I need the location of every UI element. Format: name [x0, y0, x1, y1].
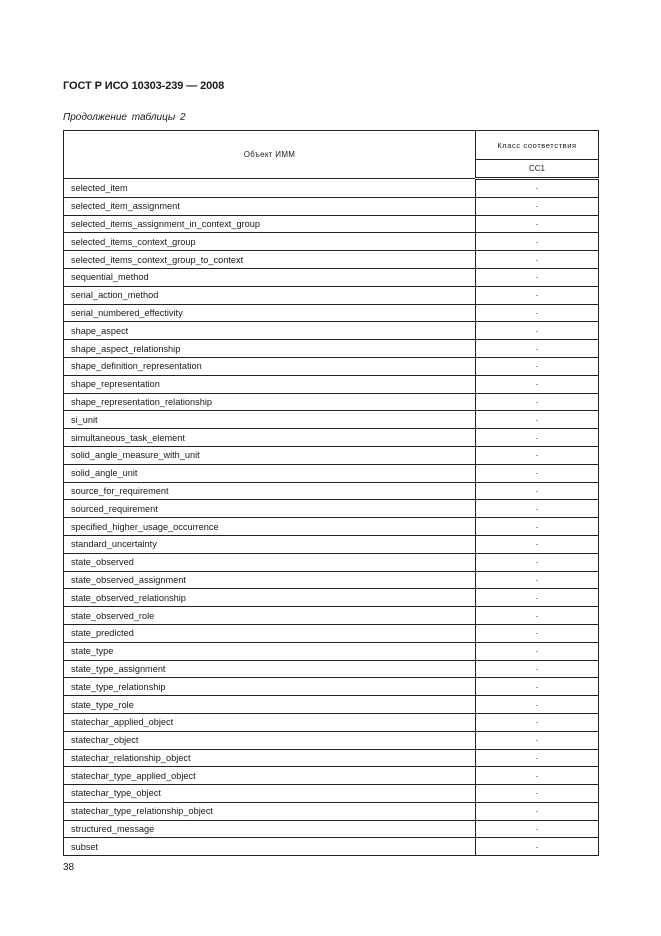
table-row [64, 642, 599, 660]
table-row [64, 713, 599, 731]
object-name-cell: statechar_applied_object [64, 713, 476, 731]
object-name-cell: simultaneous_task_element [64, 429, 476, 447]
object-name-cell: serial_action_method [64, 286, 476, 304]
table-row [64, 838, 599, 856]
cc1-mark-cell: · [476, 696, 599, 714]
object-name-cell: standard_uncertainty [64, 535, 476, 553]
object-name-cell: structured_message [64, 820, 476, 838]
object-name-cell: shape_aspect_relationship [64, 340, 476, 358]
cc1-mark-cell: · [476, 535, 599, 553]
table-row [64, 322, 599, 340]
object-name-cell: selected_items_assignment_in_context_group [64, 215, 476, 233]
object-name-cell: state_observed_role [64, 607, 476, 625]
cc1-mark-cell: · [476, 340, 599, 358]
object-name-cell: state_type_role [64, 696, 476, 714]
cc1-mark-cell: · [476, 785, 599, 803]
table-row [64, 624, 599, 642]
cc1-mark-cell: · [476, 482, 599, 500]
table-row [64, 767, 599, 785]
table-row [64, 411, 599, 429]
cc1-mark-cell: · [476, 251, 599, 269]
cc1-mark-cell: · [476, 375, 599, 393]
object-name-cell: specified_higher_usage_occurrence [64, 518, 476, 536]
cc1-mark-cell: · [476, 446, 599, 464]
object-name-cell: solid_angle_unit [64, 464, 476, 482]
cc1-mark-cell: · [476, 820, 599, 838]
table-row [64, 393, 599, 411]
object-name-cell: shape_aspect [64, 322, 476, 340]
object-name-cell: solid_angle_measure_with_unit [64, 446, 476, 464]
object-name-cell: subset [64, 838, 476, 856]
table-row [64, 607, 599, 625]
table-row [64, 179, 599, 198]
table-row [64, 820, 599, 838]
cc1-mark-cell: · [476, 553, 599, 571]
table-row [64, 251, 599, 269]
page-number: 38 [63, 862, 75, 873]
table-row [64, 500, 599, 518]
object-name-cell: selected_item_assignment [64, 197, 476, 215]
table-row [64, 286, 599, 304]
table-row [64, 197, 599, 215]
table-caption: Продолжение таблицы 2 [63, 112, 186, 123]
object-name-cell: state_observed [64, 553, 476, 571]
table-row [64, 375, 599, 393]
table-row [64, 731, 599, 749]
object-name-cell: statechar_type_relationship_object [64, 802, 476, 820]
table-row [64, 518, 599, 536]
cc1-mark-cell: · [476, 268, 599, 286]
object-name-cell: sourced_requirement [64, 500, 476, 518]
cc1-mark-cell: · [476, 215, 599, 233]
cc1-mark-cell: · [476, 731, 599, 749]
table-row [64, 340, 599, 358]
object-name-cell: selected_items_context_group [64, 233, 476, 251]
object-name-cell: serial_numbered_effectivity [64, 304, 476, 322]
object-name-cell: state_type_relationship [64, 678, 476, 696]
cc1-mark-cell: · [476, 838, 599, 856]
cc1-mark-cell: · [476, 749, 599, 767]
cc1-mark-cell: · [476, 624, 599, 642]
object-name-cell: state_observed_assignment [64, 571, 476, 589]
object-name-cell: statechar_type_object [64, 785, 476, 803]
cc1-mark-cell: · [476, 429, 599, 447]
cc1-mark-cell: · [476, 179, 599, 198]
table-row [64, 571, 599, 589]
cc1-mark-cell: · [476, 322, 599, 340]
object-name-cell: selected_item [64, 179, 476, 198]
table-row [64, 802, 599, 820]
cc1-mark-cell: · [476, 660, 599, 678]
object-name-cell: statechar_type_applied_object [64, 767, 476, 785]
cc1-mark-cell: · [476, 607, 599, 625]
object-name-cell: statechar_relationship_object [64, 749, 476, 767]
cc1-mark-cell: · [476, 518, 599, 536]
table-row [64, 749, 599, 767]
table-row [64, 589, 599, 607]
cc1-mark-cell: · [476, 713, 599, 731]
cc1-mark-cell: · [476, 393, 599, 411]
table-row [64, 429, 599, 447]
cc1-mark-cell: · [476, 589, 599, 607]
cc1-mark-cell: · [476, 233, 599, 251]
object-name-cell: shape_representation_relationship [64, 393, 476, 411]
object-name-cell: shape_representation [64, 375, 476, 393]
table-row [64, 268, 599, 286]
object-name-cell: state_type_assignment [64, 660, 476, 678]
table-row [64, 446, 599, 464]
object-name-cell: shape_definition_representation [64, 357, 476, 375]
table-row [64, 464, 599, 482]
column-header-cc1: CC1 [476, 160, 599, 179]
conformance-table [63, 130, 599, 856]
object-name-cell: selected_items_context_group_to_context [64, 251, 476, 269]
object-name-cell: si_unit [64, 411, 476, 429]
object-name-cell: state_predicted [64, 624, 476, 642]
object-name-cell: state_type [64, 642, 476, 660]
column-header-object: Объект ИММ [64, 131, 476, 179]
object-name-cell: state_observed_relationship [64, 589, 476, 607]
table-row [64, 785, 599, 803]
column-header-class: Класс соответствия [476, 131, 599, 160]
cc1-mark-cell: · [476, 500, 599, 518]
table-row [64, 678, 599, 696]
table-row [64, 215, 599, 233]
object-name-cell: source_for_requirement [64, 482, 476, 500]
table-row [64, 304, 599, 322]
cc1-mark-cell: · [476, 357, 599, 375]
table-row [64, 553, 599, 571]
cc1-mark-cell: · [476, 464, 599, 482]
cc1-mark-cell: · [476, 767, 599, 785]
cc1-mark-cell: · [476, 802, 599, 820]
cc1-mark-cell: · [476, 642, 599, 660]
object-name-cell: sequential_method [64, 268, 476, 286]
cc1-mark-cell: · [476, 197, 599, 215]
cc1-mark-cell: · [476, 304, 599, 322]
table-row [64, 696, 599, 714]
cc1-mark-cell: · [476, 286, 599, 304]
table-row [64, 660, 599, 678]
table-body [64, 179, 599, 856]
document-title: ГОСТ Р ИСО 10303-239 — 2008 [63, 80, 225, 92]
cc1-mark-cell: · [476, 571, 599, 589]
object-name-cell: statechar_object [64, 731, 476, 749]
table-row [64, 482, 599, 500]
cc1-mark-cell: · [476, 411, 599, 429]
table-row [64, 233, 599, 251]
cc1-mark-cell: · [476, 678, 599, 696]
table-row [64, 357, 599, 375]
table-row [64, 535, 599, 553]
